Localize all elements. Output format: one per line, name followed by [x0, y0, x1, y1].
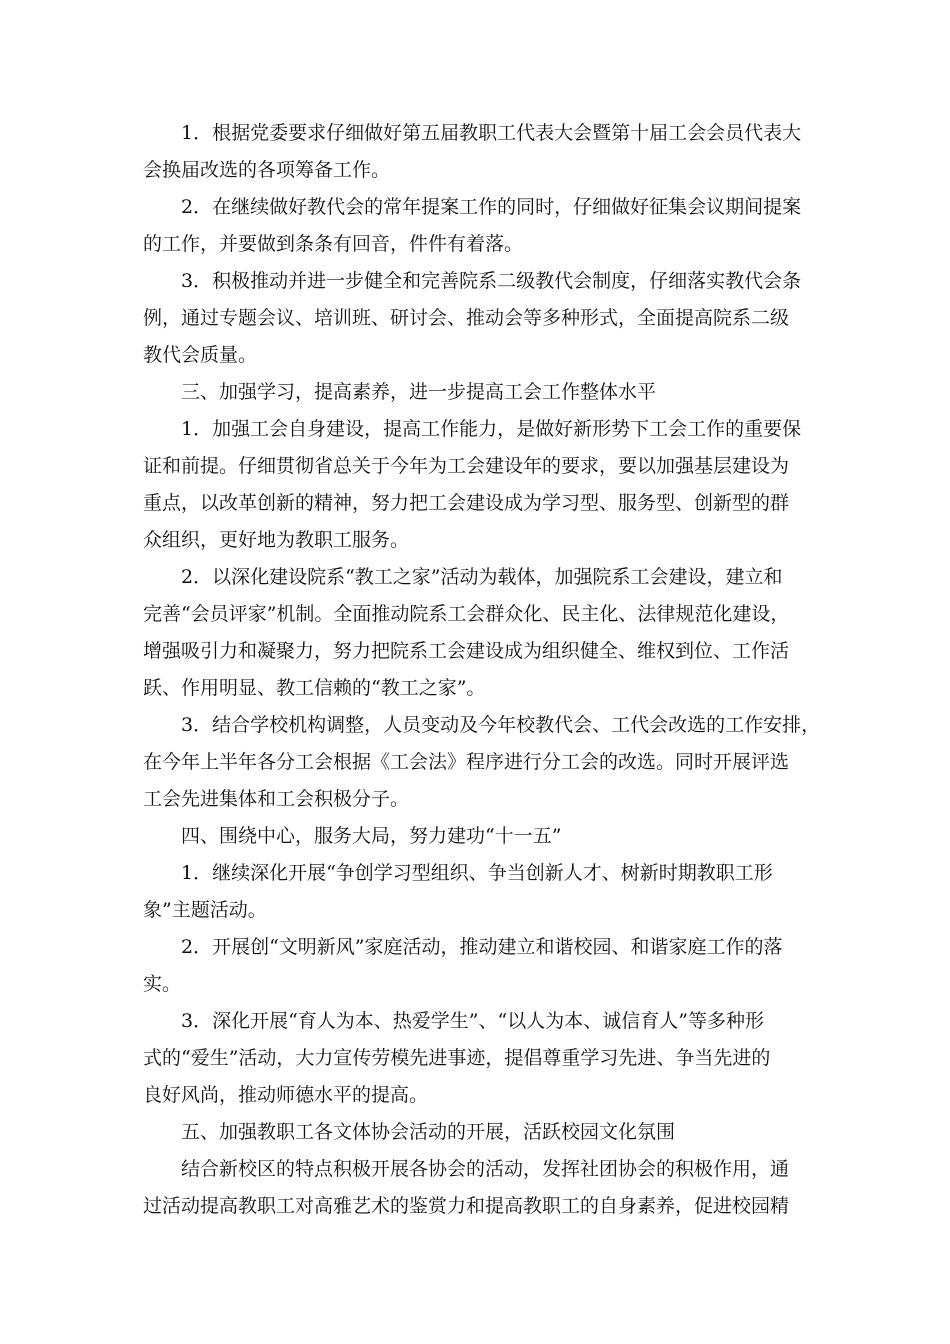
text-line: 2．在继续做好教代会的常年提案工作的同时，仔细做好征集会议期间提案 [181, 196, 802, 218]
text-line: 过活动提高教职工对高雅艺术的鉴赏力和提高教职工的自身素养，促进校园精 [143, 1195, 790, 1217]
text-line: 结合新校区的特点积极开展各协会的活动，发挥社团协会的积极作用，通 [181, 1158, 790, 1180]
text-line: 重点，以改革创新的精神，努力把工会建设成为学习型、服务型、创新型的群 [143, 492, 790, 514]
text-line: 实。 [143, 973, 182, 995]
document-body [143, 115, 821, 1225]
text-line: 增强吸引力和凝聚力，努力把院系工会建设成为组织健全、维权到位、工作活 [143, 640, 790, 662]
text-line: 3．深化开展“育人为本、热爱学生”、“以人为本、诚信育人”等多种形 [181, 1010, 764, 1032]
text-line: 1．加强工会自身建设，提高工作能力，是做好新形势下工会工作的重要保 [181, 418, 802, 440]
text-line: 式的“爱生”活动，大力宣传劳模先进事迹，提倡尊重学习先进、争当先进的 [143, 1047, 771, 1069]
text-line: 证和前提。仔细贯彻省总关于今年为工会建设年的要求，要以加强基层建设为 [143, 455, 790, 477]
text-line: 会换届改选的各项筹备工作。 [143, 159, 391, 181]
text-line: 三、加强学习，提高素养，进一步提高工会工作整体水平 [181, 381, 657, 403]
text-line: 四、围绕中心，服务大局，努力建功“十一五” [181, 825, 562, 847]
text-line: 3．结合学校机构调整，人员变动及今年校教代会、工代会改选的工作安排， [181, 714, 821, 736]
text-line: 良好风尚，推动师德水平的提高。 [143, 1084, 429, 1106]
text-line: 2．以深化建设院系“教工之家”活动为载体，加强院系工会建设，建立和 [181, 566, 783, 588]
text-line: 例，通过专题会议、培训班、研讨会、推动会等多种形式，全面提高院系二级 [143, 307, 790, 329]
text-line: 跃、作用明显、教工信赖的“教工之家”。 [143, 677, 486, 699]
text-line: 1．根据党委要求仔细做好第五届教职工代表大会暨第十届工会会员代表大 [181, 122, 802, 144]
text-line: 3．积极推动并进一步健全和完善院系二级教代会制度，仔细落实教代会条 [181, 270, 802, 292]
text-line: 的工作，并要做到条条有回音，件件有着落。 [143, 233, 524, 255]
text-line: 五、加强教职工各文体协会活动的开展，活跃校园文化氛围 [181, 1121, 676, 1143]
text-line: 在今年上半年各分工会根据《工会法》程序进行分工会的改选。同时开展评选 [143, 751, 790, 773]
text-line: 众组织，更好地为教职工服务。 [143, 529, 410, 551]
text-line: 象”主题活动。 [143, 899, 267, 921]
text-line: 1．继续深化开展“争创学习型组织、争当创新人才、树新时期教职工形 [181, 862, 773, 884]
text-line: 完善“会员评家”机制。全面推动院系工会群众化、民主化、法律规范化建设， [143, 603, 790, 625]
text-line: 工会先进集体和工会积极分子。 [143, 788, 410, 810]
text-line: 教代会质量。 [143, 344, 258, 366]
text-line: 2．开展创“文明新风”家庭活动，推动建立和谐校园、和谐家庭工作的落 [181, 936, 783, 958]
